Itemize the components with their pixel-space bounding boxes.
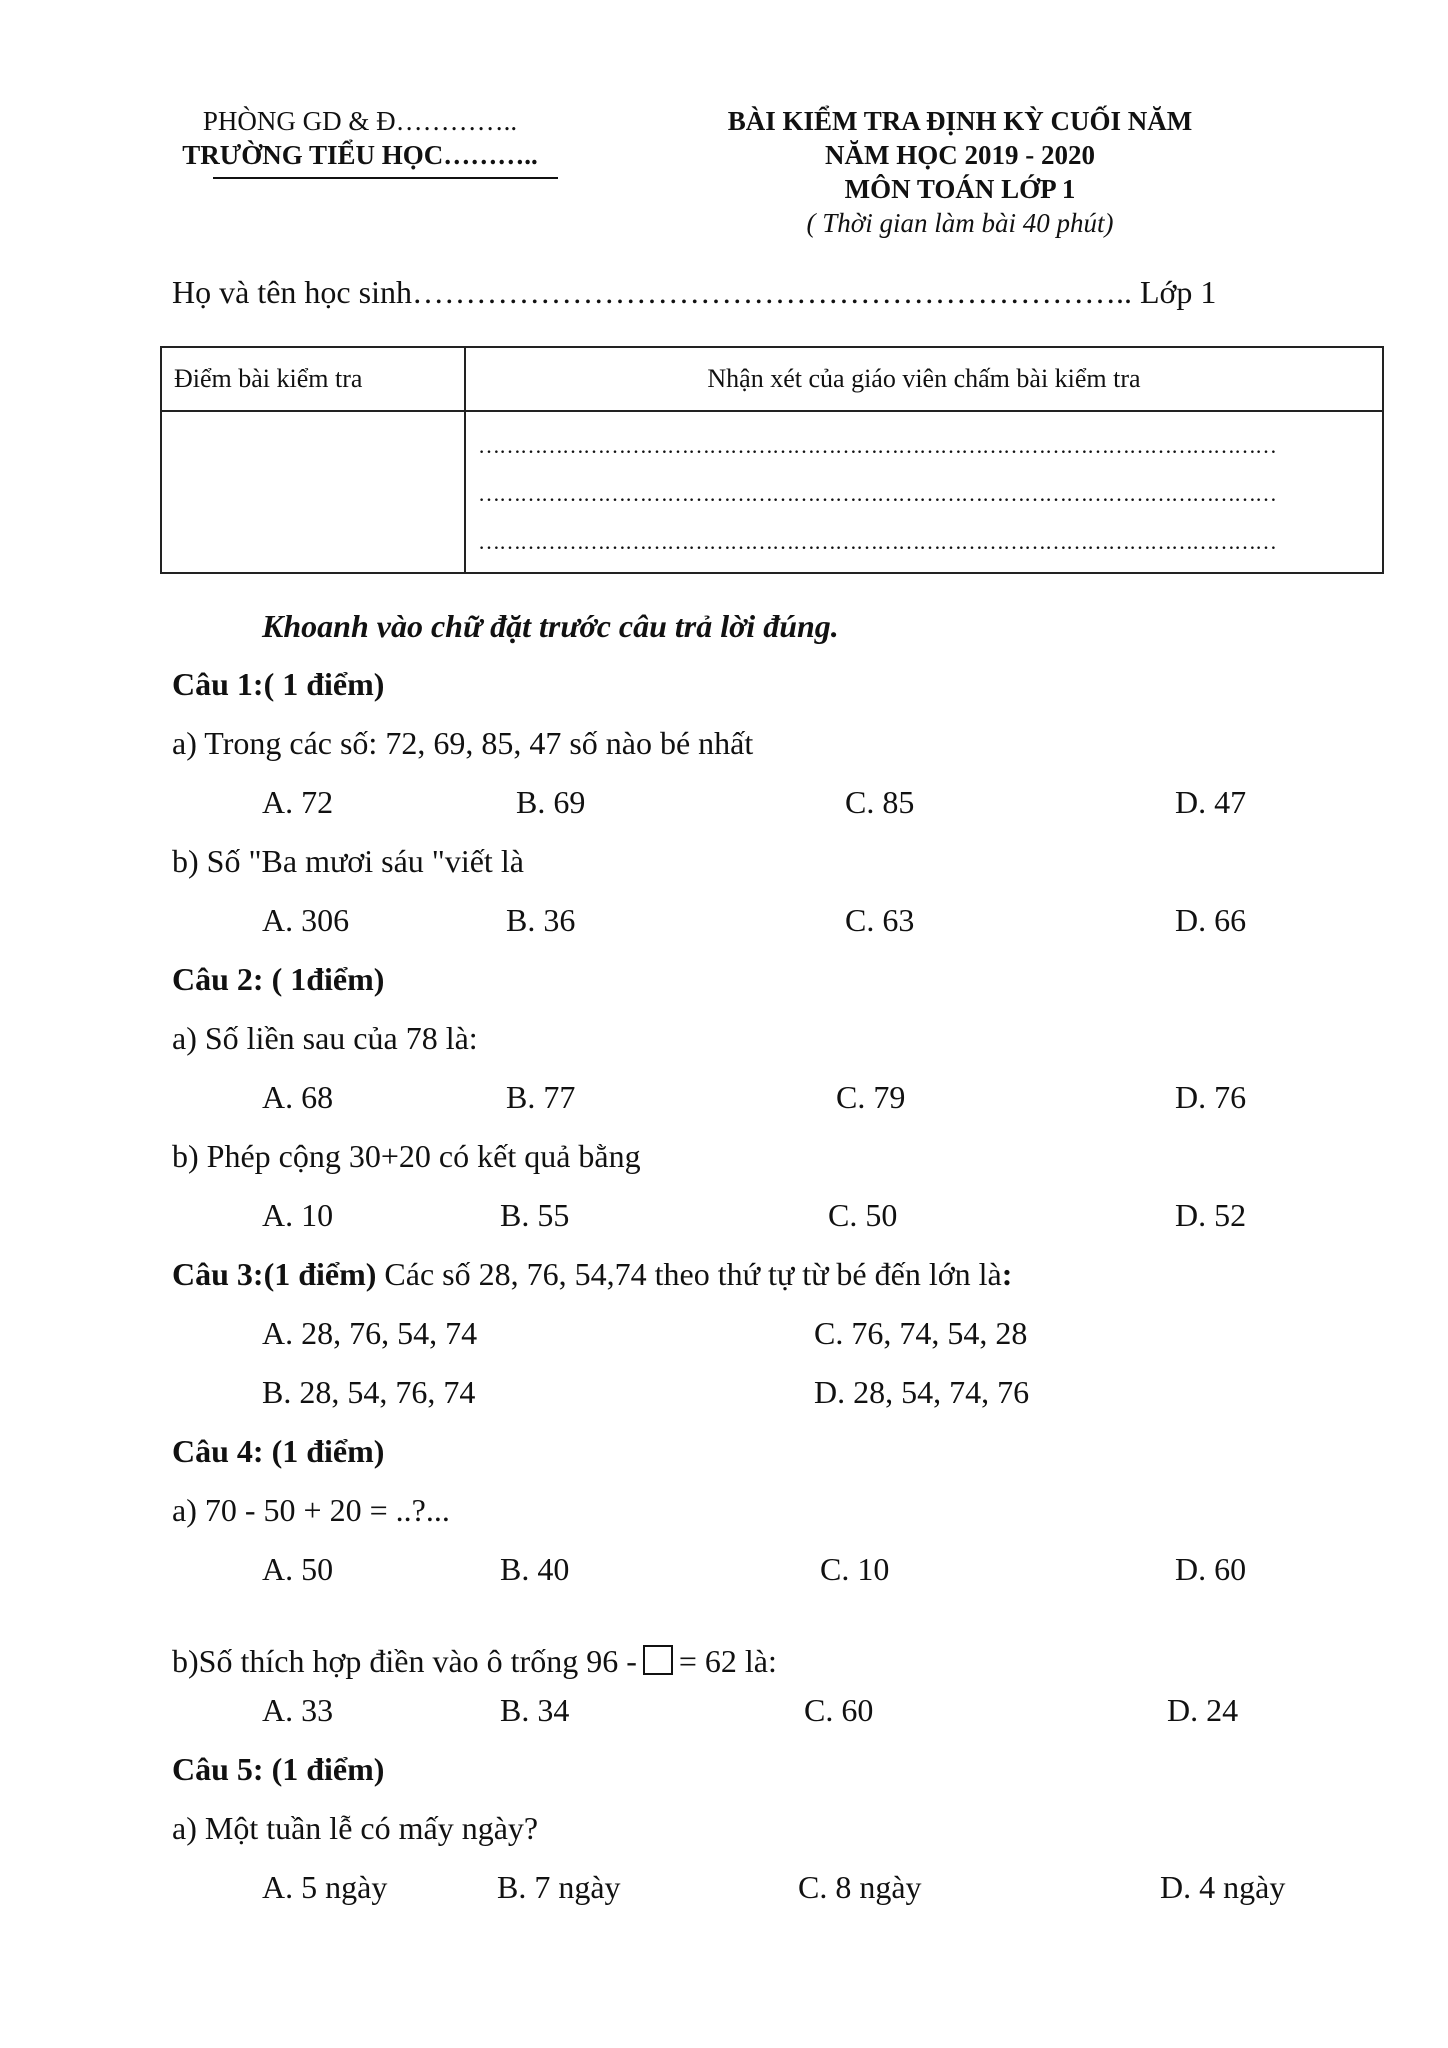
comment-cell[interactable] bbox=[465, 411, 1383, 573]
duration-note: ( Thời gian làm bài 40 phút) bbox=[806, 208, 1114, 238]
q4b-text bbox=[172, 1641, 777, 1681]
exam-title: BÀI KIỂM TRA ĐỊNH KỲ CUỐI NĂM bbox=[727, 106, 1193, 136]
q3-colon: : bbox=[1001, 1256, 1013, 1292]
q4a-option-a[interactable]: A. 50 bbox=[262, 1551, 334, 1587]
q1a-option-a[interactable]: A. 72 bbox=[262, 784, 334, 820]
q4a-text: a) 70 - 50 + 20 = ..?... bbox=[172, 1492, 450, 1528]
q3-text: Các số 28, 76, 54,74 theo thứ tự từ bé đến lớn là bbox=[376, 1256, 1002, 1292]
q5a-option-d[interactable]: D. 4 ngày bbox=[1160, 1869, 1286, 1905]
department-label: PHÒNG GD & Đ………….. bbox=[202, 106, 518, 136]
q4b-text-before: b)Số thích hợp điền vào ô trống 96 - bbox=[172, 1643, 637, 1679]
q5a-option-b[interactable]: B. 7 ngày bbox=[497, 1869, 621, 1905]
q1a-option-d[interactable]: D. 47 bbox=[1175, 784, 1247, 820]
q2b-option-a[interactable]: A. 10 bbox=[262, 1197, 334, 1233]
q4b-option-a[interactable]: A. 33 bbox=[262, 1692, 334, 1728]
blank-box[interactable] bbox=[643, 1645, 673, 1675]
q3-title: Câu 3:(1 điểm) bbox=[172, 1256, 377, 1292]
q1b-option-c[interactable]: C. 63 bbox=[845, 902, 915, 938]
q5-title: Câu 5: (1 điểm) bbox=[172, 1751, 385, 1787]
q1b-option-d[interactable]: D. 66 bbox=[1175, 902, 1247, 938]
q3-option-a[interactable]: A. 28, 76, 54, 74 bbox=[262, 1315, 478, 1351]
header-divider bbox=[213, 177, 558, 179]
q1b-option-a[interactable]: A. 306 bbox=[262, 902, 350, 938]
q1b-text: b) Số "Ba mươi sáu "viết là bbox=[172, 843, 524, 879]
score-header: Điểm bài kiểm tra bbox=[161, 347, 465, 411]
q1b-option-b[interactable]: B. 36 bbox=[506, 902, 576, 938]
q4b-option-c[interactable]: C. 60 bbox=[804, 1692, 874, 1728]
q4b-text-after: = 62 là: bbox=[678, 1643, 777, 1679]
q1a-option-b[interactable]: B. 69 bbox=[516, 784, 586, 820]
q4b-option-d[interactable]: D. 24 bbox=[1167, 1692, 1239, 1728]
comment-line: …………………………………………………………………………………………………… bbox=[478, 433, 1276, 458]
q2a-text: a) Số liền sau của 78 là: bbox=[172, 1020, 478, 1056]
score-table bbox=[160, 346, 1384, 574]
q4a-option-c[interactable]: C. 10 bbox=[820, 1551, 890, 1587]
q2-title: Câu 2: ( 1điểm) bbox=[172, 961, 385, 997]
q3-option-b[interactable]: B. 28, 54, 76, 74 bbox=[262, 1374, 476, 1410]
q1a-text: a) Trong các số: 72, 69, 85, 47 số nào bé nhất bbox=[172, 725, 754, 761]
q1-title: Câu 1:( 1 điểm) bbox=[172, 666, 385, 702]
q4a-option-b[interactable]: B. 40 bbox=[500, 1551, 570, 1587]
q5a-text: a) Một tuần lễ có mấy ngày? bbox=[172, 1810, 539, 1846]
q2a-option-b[interactable]: B. 77 bbox=[506, 1079, 576, 1115]
q2b-option-d[interactable]: D. 52 bbox=[1175, 1197, 1247, 1233]
q3-option-c[interactable]: C. 76, 74, 54, 28 bbox=[814, 1315, 1028, 1351]
q5a-option-a[interactable]: A. 5 ngày bbox=[262, 1869, 388, 1905]
comment-line: …………………………………………………………………………………………………… bbox=[478, 481, 1276, 506]
q2b-option-b[interactable]: B. 55 bbox=[500, 1197, 570, 1233]
q4-title: Câu 4: (1 điểm) bbox=[172, 1433, 385, 1469]
q5a-option-c[interactable]: C. 8 ngày bbox=[798, 1869, 922, 1905]
comment-line: …………………………………………………………………………………………………… bbox=[478, 529, 1276, 554]
student-name-line[interactable]: Họ và tên học sinh………………………………………………………….. Lớp 1 bbox=[172, 274, 1217, 310]
q1a-option-c[interactable]: C. 85 bbox=[845, 784, 915, 820]
subject-title: MÔN TOÁN LỚP 1 bbox=[844, 174, 1076, 204]
q2a-option-a[interactable]: A. 68 bbox=[262, 1079, 334, 1115]
school-label: TRƯỜNG TIỂU HỌC……….. bbox=[182, 140, 538, 170]
q2b-text: b) Phép cộng 30+20 có kết quả bằng bbox=[172, 1138, 641, 1174]
q2a-option-d[interactable]: D. 76 bbox=[1175, 1079, 1247, 1115]
q4b-option-b[interactable]: B. 34 bbox=[500, 1692, 570, 1728]
q3-option-d[interactable]: D. 28, 54, 74, 76 bbox=[814, 1374, 1030, 1410]
q2a-option-c[interactable]: C. 79 bbox=[836, 1079, 906, 1115]
instruction: Khoanh vào chữ đặt trước câu trả lời đúng. bbox=[262, 608, 839, 644]
q3-line bbox=[172, 1254, 1012, 1294]
q2b-option-c[interactable]: C. 50 bbox=[828, 1197, 898, 1233]
score-cell[interactable] bbox=[161, 411, 465, 573]
school-year: NĂM HỌC 2019 - 2020 bbox=[825, 140, 1095, 170]
comment-header: Nhận xét của giáo viên chấm bài kiểm tra bbox=[465, 347, 1383, 411]
q4a-option-d[interactable]: D. 60 bbox=[1175, 1551, 1247, 1587]
